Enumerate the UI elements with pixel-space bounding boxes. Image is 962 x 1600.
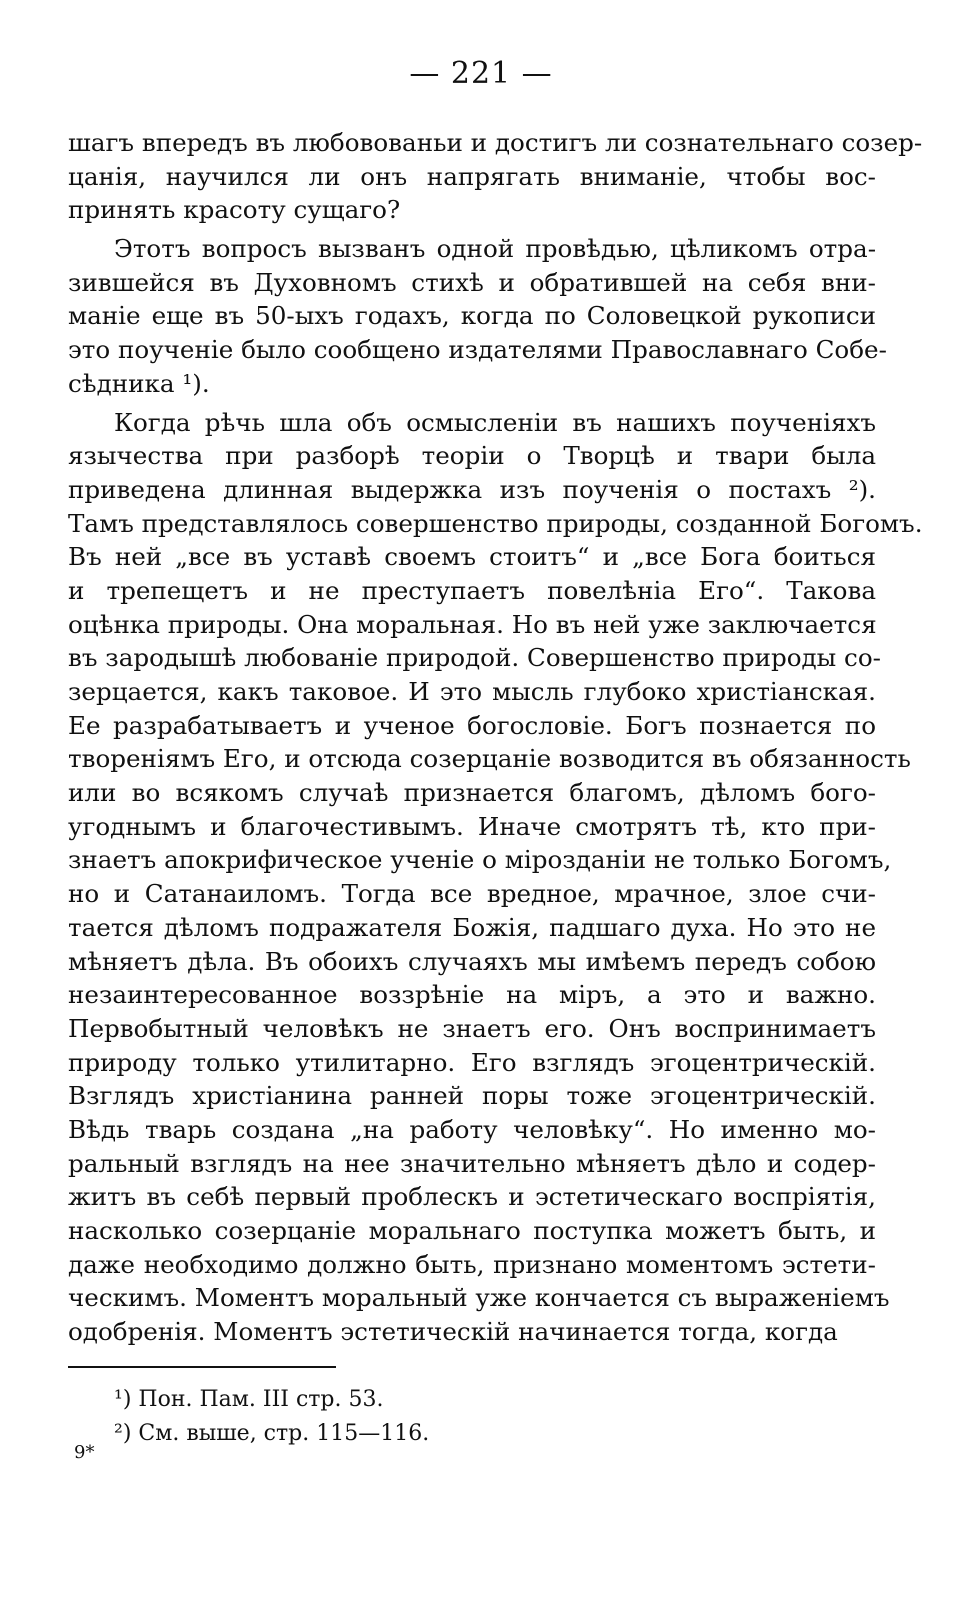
text-line: или во всякомъ случаѣ признается благомъ, дѣломъ бого- — [68, 778, 876, 808]
text-line: насколько созерцаніе моральнаго поступка можетъ быть, и — [68, 1216, 876, 1245]
text-line: Въ ней „все въ уставѣ своемъ стоитъ“ и „все Бога боиться — [68, 542, 876, 572]
text-line: житъ въ себѣ первый проблескъ и эстетическаго воспріятія, — [68, 1182, 876, 1212]
text-line: тается дѣломъ подражателя Божія, падшаго духа. Но это не — [68, 912, 876, 942]
text-line: въ зародышѣ любованіе природой. Совершенство природы со- — [68, 643, 881, 673]
text-line: маніе еще въ 50-ыхъ годахъ, когда по Соловецкой рукописи — [68, 301, 876, 331]
text-line: Тамъ представлялось совершенство природы, созданной Богомъ. — [68, 508, 923, 538]
text-line: Первобытный человѣкъ не знаетъ его. Онъ воспринимаетъ — [68, 1013, 876, 1043]
text-line: принять красоту сущаго? — [68, 195, 401, 225]
footnote-2: ²) См. выше, стр. 115—116. — [114, 1421, 430, 1446]
text-line: цанія, научился ли онъ напрягать вниманіе, чтобы вос- — [68, 161, 876, 191]
text-line: оцѣнка природы. Она моральная. Но въ ней уже заключается — [68, 609, 877, 639]
footnotes — [114, 1383, 429, 1451]
text-line: Ее разрабатываетъ и ученое богословіе. Богъ познается по — [68, 710, 876, 740]
text-line: это поученіе было сообщено издателями Православнаго Собе- — [68, 335, 887, 365]
text-line: одобренія. Моментъ эстетическій начинается тогда, когда — [68, 1317, 838, 1347]
footnote-divider — [68, 1366, 336, 1368]
paragraph-2 — [68, 232, 887, 400]
text-line: угоднымъ и благочестивымъ. Иначе смотрятъ тѣ, кто при- — [68, 811, 876, 841]
paragraph-3 — [68, 406, 923, 1349]
text-line: Взглядъ христіанина ранней поры тоже эгоцентрическій. — [68, 1081, 876, 1111]
text-line: ральный взглядъ на нее значительно мѣняетъ дѣло и содер- — [68, 1148, 876, 1178]
text-line: зившейся въ Духовномъ стихѣ и обратившей на себя вни- — [68, 267, 876, 297]
page-number: — 221 — — [409, 56, 553, 91]
text-line: и трепещетъ и не преступаетъ повелѣніа Его“. Такова — [68, 575, 876, 605]
text-line: твореніямъ Его, и отсюда созерцаніе возводится въ обязанность — [68, 744, 911, 774]
text-line: Этотъ вопросъ вызванъ одной провѣдью, цѣликомъ отра- — [114, 234, 876, 264]
text-line: шагъ впередъ въ любовованьи и достигъ ли сознательнаго созер- — [68, 128, 923, 157]
text-line: но и Сатанаиломъ. Тогда все вредное, мрачное, злое счи- — [68, 879, 876, 909]
text-line: мѣняетъ дѣла. Въ обоихъ случаяхъ мы имѣемъ передъ собою — [68, 946, 876, 976]
footnote-1: ¹) Пон. Пам. III стр. 53. — [114, 1387, 384, 1412]
signature-mark: 9* — [74, 1442, 95, 1463]
text-line: приведена длинная выдержка изъ поученія о постахъ ²). — [68, 474, 876, 504]
paragraph-1 — [68, 126, 923, 227]
text-line: знаетъ апокрифическое ученіе о мірозданіи не только Богомъ, — [68, 845, 892, 875]
text-line: незаинтересованное воззрѣніе на міръ, а это и важно. — [68, 980, 876, 1010]
text-line: Когда рѣчь шла объ осмысленіи въ нашихъ поученіяхъ — [114, 407, 876, 437]
text-line: зерцается, какъ таковое. И это мысль глубоко христіанская. — [68, 677, 876, 706]
text-line: природу только утилитарно. Его взглядъ эгоцентрическій. — [68, 1047, 876, 1077]
text-line: сѣдника ¹). — [68, 368, 210, 398]
body-text — [68, 126, 923, 1349]
text-line: даже необходимо должно быть, признано моментомъ эстети- — [68, 1249, 876, 1279]
text-line: язычества при разборѣ теоріи о Творцѣ и твари была — [68, 441, 876, 471]
text-line: Вѣдь тварь создана „на работу человѣку“. Но именно мо- — [68, 1114, 876, 1144]
text-line: ческимъ. Моментъ моральный уже кончается съ выраженіемъ — [68, 1283, 890, 1313]
